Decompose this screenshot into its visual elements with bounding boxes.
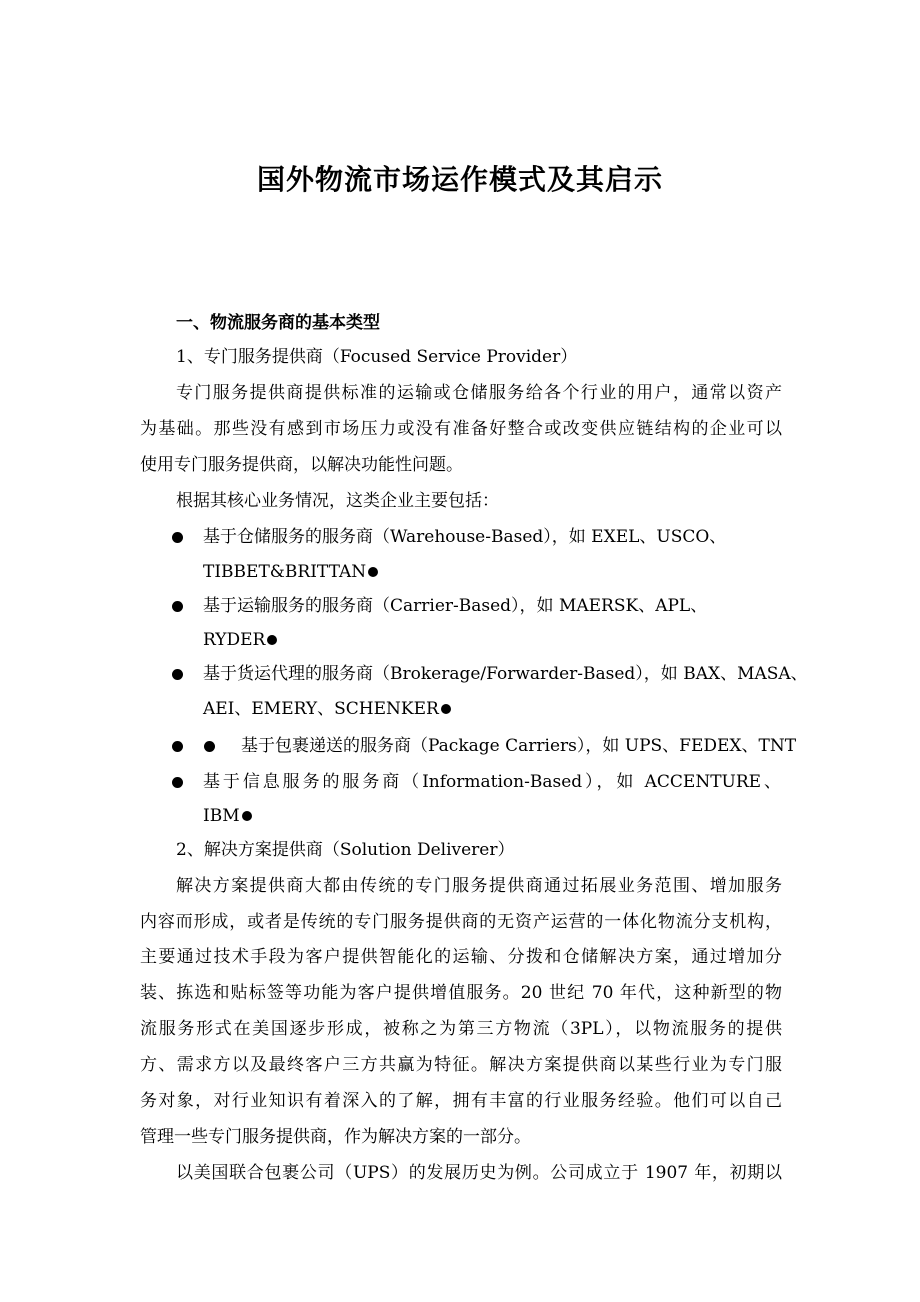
bullet-item-text: TIBBET&BRITTAN	[203, 562, 367, 582]
bullet-dot	[204, 741, 215, 752]
section-heading: 一、物流服务商的基本类型	[176, 313, 380, 333]
bullet-dot	[172, 532, 183, 543]
bullet-item-cont	[203, 698, 451, 720]
paragraph-line: 解决方案提供商大都由传统的专门服务提供商通过拓展业务范围、增加服务	[176, 876, 782, 896]
paragraph-line: 务对象，对行业知识有着深入的了解，拥有丰富的行业服务经验。他们可以自己	[140, 1091, 782, 1111]
paragraph-line: 为基础。那些没有感到市场压力或没有准备好整合或改变供应链结构的企业可以	[140, 419, 782, 439]
bullet-item-cont	[203, 629, 277, 651]
bullet-item-cont	[203, 561, 378, 583]
bullet-dot	[267, 635, 277, 645]
bullet-item-text: AEI、EMERY、SCHENKER	[203, 699, 439, 719]
paragraph-line: 以美国联合包裹公司（UPS）的发展历史为例。公司成立于 1907 年，初期以	[176, 1163, 782, 1183]
bullet-dot	[172, 601, 183, 612]
bullet-item: 基于信息服务的服务商（Information-Based），如 ACCENTURE、	[203, 772, 781, 792]
paragraph-line: 专门服务提供商提供标准的运输或仓储服务给各个行业的用户，通常以资产	[176, 383, 782, 403]
paragraph-line: 流服务形式在美国逐步形成，被称之为第三方物流（3PL），以物流服务的提供	[140, 1019, 782, 1039]
bullet-dot	[172, 741, 183, 752]
bullet-dot	[172, 669, 183, 680]
document-title: 国外物流市场运作模式及其启示	[256, 163, 663, 196]
paragraph-line: 方、需求方以及最终客户三方共赢为特征。解决方案提供商以某些行业为专门服	[140, 1055, 782, 1075]
subsection-heading-2: 2、解决方案提供商（Solution Deliverer）	[176, 840, 515, 860]
paragraph-line: 内容而形成，或者是传统的专门服务提供商的无资产运营的一体化物流分支机构，	[140, 912, 782, 932]
paragraph-line: 主要通过技术手段为客户提供智能化的运输、分拨和仓储解决方案，通过增加分	[140, 947, 782, 967]
bullet-item-text: RYDER	[203, 630, 266, 650]
bullet-dot	[368, 567, 378, 577]
paragraph-line: 根据其核心业务情况，这类企业主要包括：	[176, 491, 499, 511]
subsection-heading-1: 1、专门服务提供商（Focused Service Provider）	[176, 347, 578, 367]
bullet-item-text: IBM	[203, 806, 240, 826]
bullet-item-cont	[203, 805, 252, 827]
bullet-dot	[172, 777, 183, 788]
paragraph-line: 管理一些专门服务提供商，作为解决方案的一部分。	[140, 1127, 531, 1147]
paragraph-line: 使用专门服务提供商，以解决功能性问题。	[140, 455, 463, 475]
bullet-item: 基于货运代理的服务商（Brokerage/Forwarder-Based），如 BAX、MASA、	[203, 664, 808, 684]
paragraph-line: 装、拣选和贴标签等功能为客户提供增值服务。20 世纪 70 年代，这种新型的物	[140, 983, 782, 1003]
bullet-item: 基于包裹递送的服务商（Package Carriers），如 UPS、FEDEX、TNT	[241, 736, 797, 756]
bullet-item: 基于仓储服务的服务商（Warehouse-Based），如 EXEL、USCO、	[203, 527, 727, 547]
bullet-item: 基于运输服务的服务商（Carrier-Based），如 MAERSK、APL、	[203, 596, 708, 616]
bullet-dot	[242, 811, 252, 821]
bullet-dot	[441, 704, 451, 714]
